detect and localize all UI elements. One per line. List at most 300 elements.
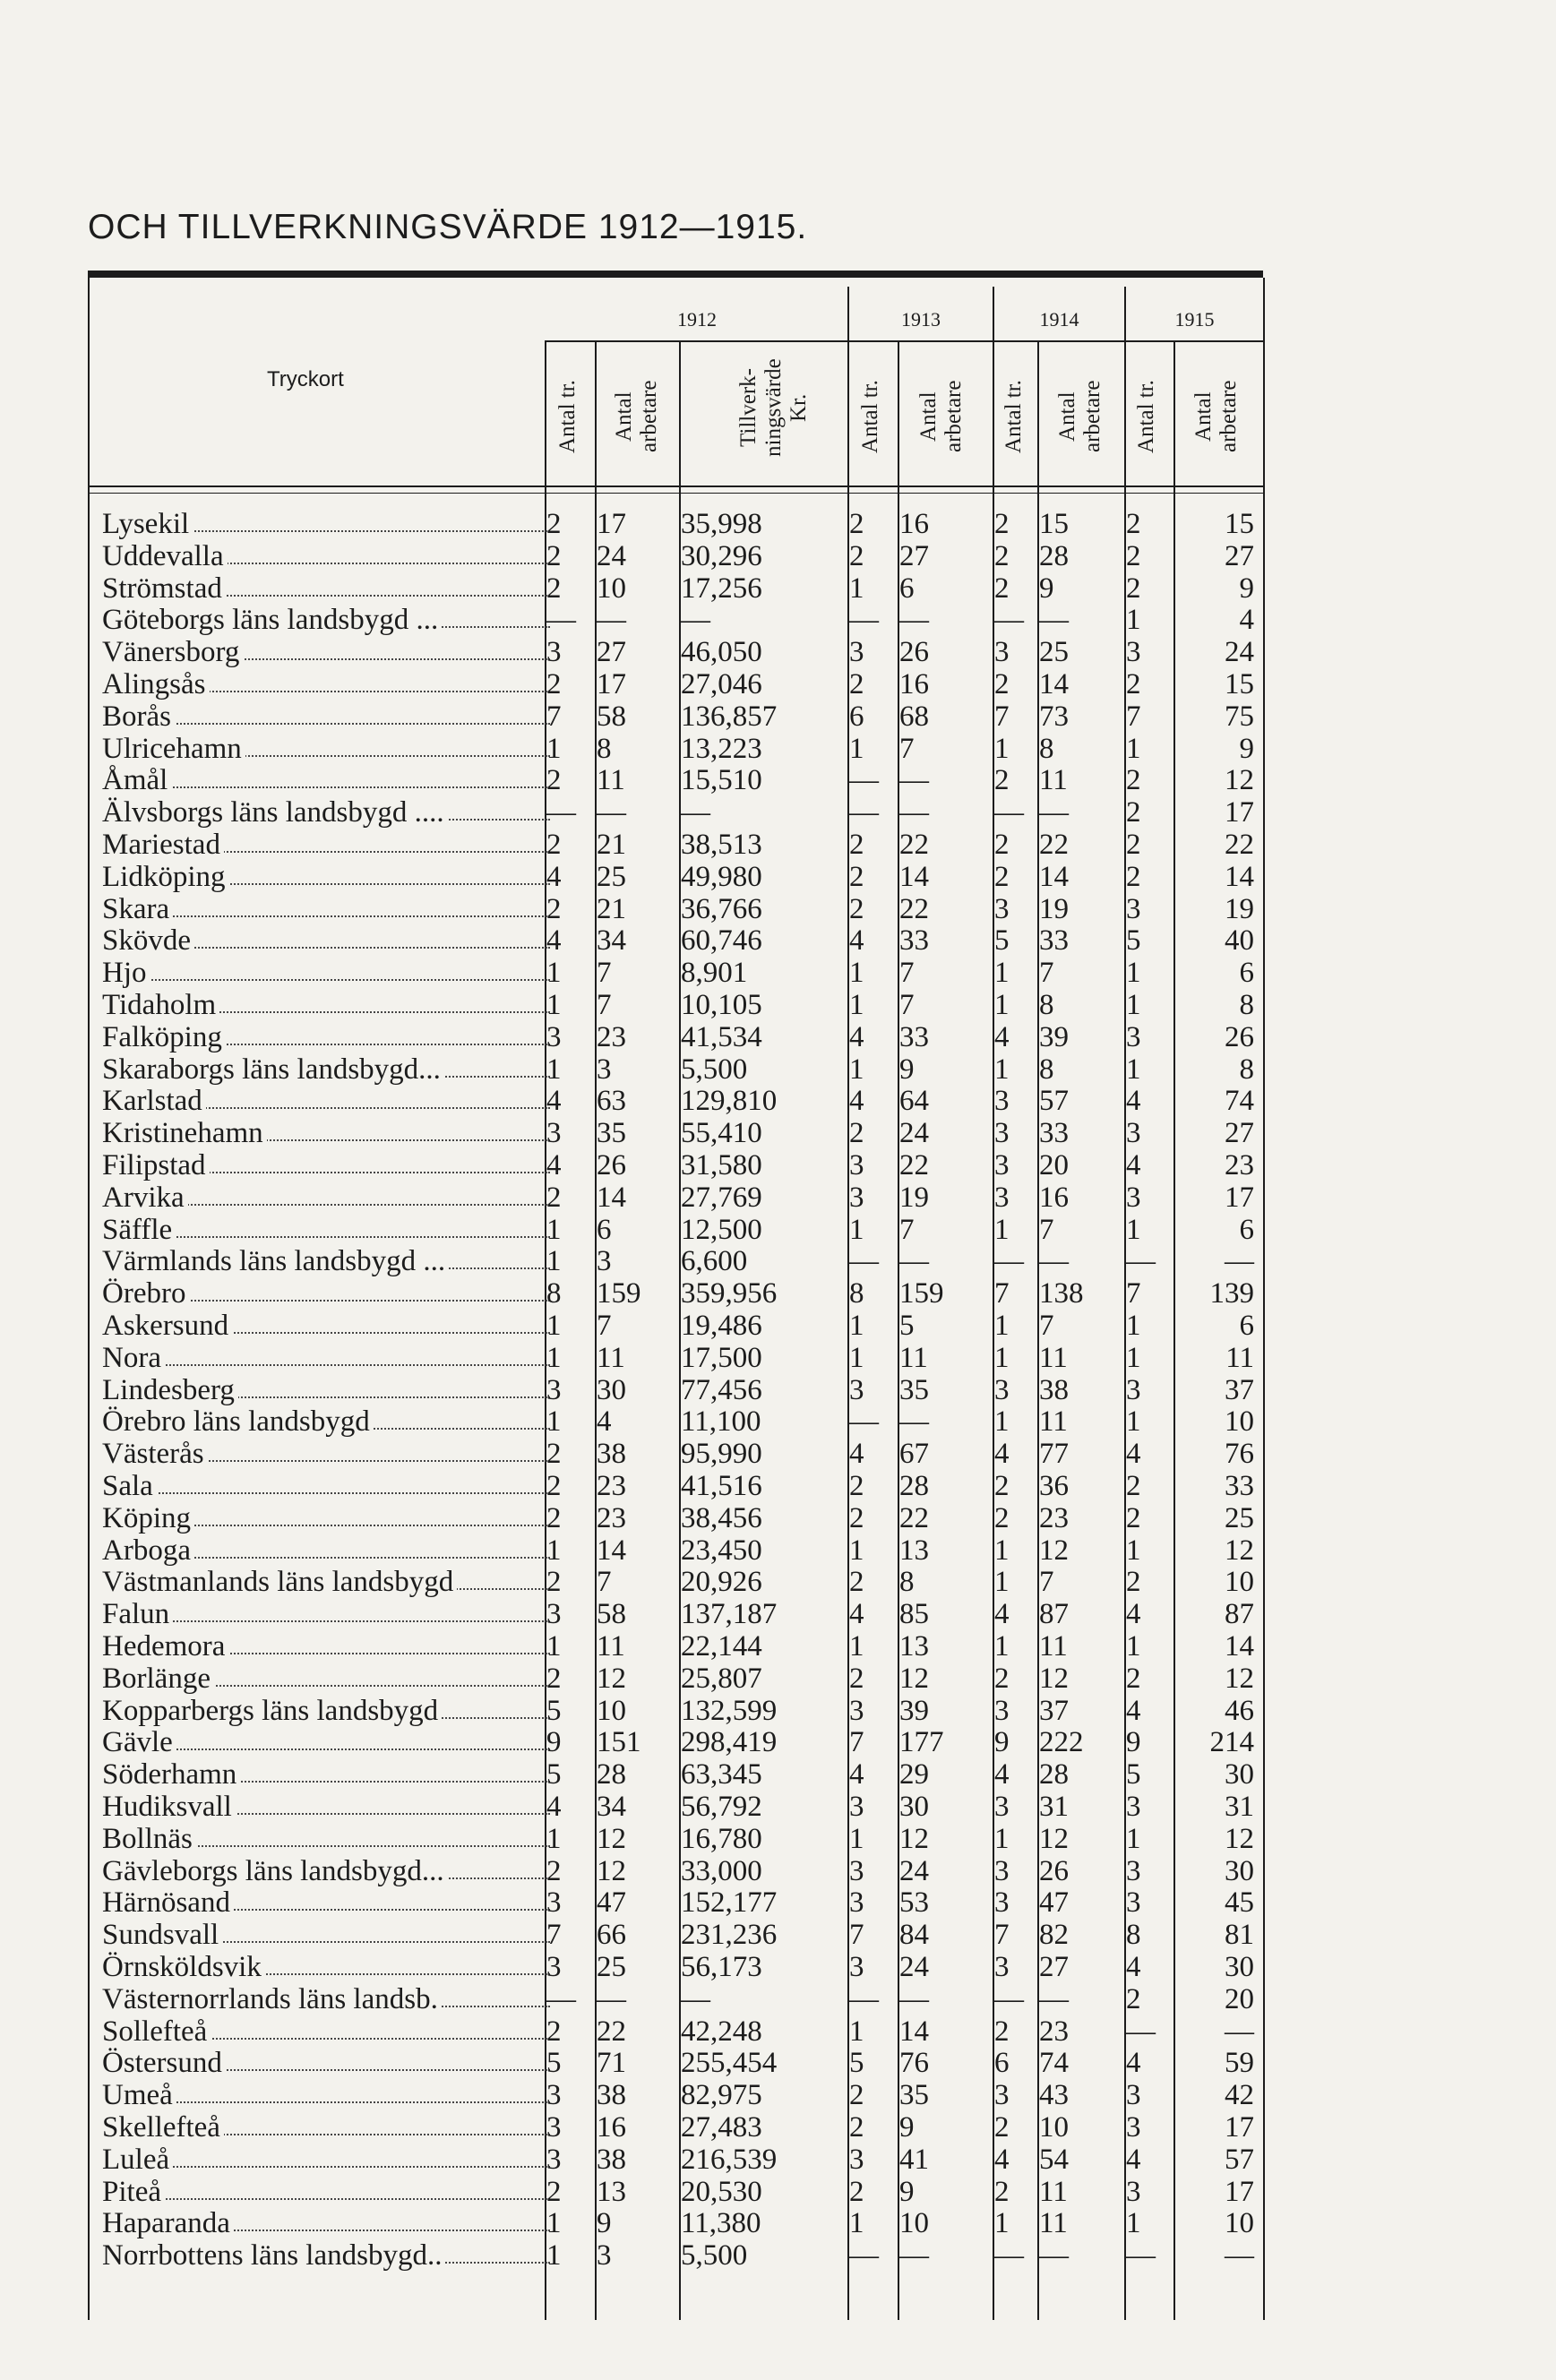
- place-name: Norrbottens läns landsbygd..: [102, 2240, 445, 2273]
- tryckort-header: Tryckort: [267, 367, 344, 391]
- cell-value: 6: [994, 2047, 1010, 2080]
- place-name: Härnösand: [102, 1887, 234, 1920]
- cell-value: 20: [1039, 1149, 1069, 1181]
- cell-value: 7: [1126, 1277, 1141, 1310]
- table-row: [88, 1696, 1263, 1728]
- place-name: Uddevalla: [102, 541, 228, 573]
- cell-value: 7: [597, 989, 612, 1021]
- cell-value: 1: [546, 2207, 562, 2240]
- table-row: [88, 1054, 1263, 1087]
- cell-value: 43: [1039, 2079, 1069, 2112]
- cell-value: 3: [994, 2079, 1010, 2112]
- cell-value: 3: [849, 636, 864, 669]
- cell-value: 23: [1225, 1149, 1254, 1181]
- cell-value: 14: [597, 1534, 626, 1567]
- cell-value: 151: [597, 1726, 641, 1759]
- place-name: Säffle: [102, 1215, 176, 1247]
- cell-value: 1: [994, 957, 1010, 990]
- cell-value: 68: [899, 700, 929, 733]
- cell-value: 27: [1225, 1117, 1254, 1150]
- table-row: [88, 2208, 1263, 2240]
- cell-value: 24: [597, 539, 626, 572]
- cell-value: 22: [1225, 829, 1254, 861]
- cell-value: —: [849, 796, 879, 829]
- table-row: [88, 1086, 1263, 1118]
- cell-value: —: [681, 604, 710, 637]
- cell-value: 11: [597, 1630, 625, 1663]
- cell-value: 1: [994, 1534, 1010, 1567]
- cell-value: 17: [597, 668, 626, 700]
- cell-value: 9: [597, 2207, 612, 2240]
- cell-value: 28: [899, 1470, 929, 1502]
- cell-value: 63: [597, 1085, 626, 1118]
- cell-value: —: [899, 604, 929, 637]
- cell-value: 1: [546, 1534, 562, 1567]
- cell-value: 2: [849, 2175, 864, 2208]
- cell-value: 2: [1126, 668, 1141, 700]
- table-row: [88, 1150, 1263, 1182]
- cell-value: 42: [1225, 2079, 1254, 2112]
- dot-leader: [102, 979, 550, 981]
- cell-value: 3: [546, 1373, 562, 1406]
- col-antal-arbetare-1912: Antal arbetare: [612, 380, 661, 453]
- cell-value: 27,483: [681, 2111, 762, 2144]
- cell-value: 1: [994, 2207, 1010, 2240]
- cell-value: 30,296: [681, 539, 762, 572]
- cell-value: —: [1039, 796, 1069, 829]
- cell-value: 30: [1225, 1951, 1254, 1983]
- cell-value: 1: [849, 1822, 864, 1855]
- table-row: [88, 797, 1263, 829]
- cell-value: 40: [1225, 924, 1254, 958]
- cell-value: 22: [899, 1149, 929, 1181]
- cell-value: 4: [849, 1085, 864, 1118]
- cell-value: 14: [1225, 1630, 1254, 1663]
- cell-value: 12,500: [681, 1213, 762, 1246]
- table-row: [88, 2048, 1263, 2080]
- cell-value: 2: [849, 860, 864, 893]
- cell-value: 8: [1039, 732, 1054, 765]
- place-name: Västernorrlands läns landsb.: [102, 1984, 442, 2016]
- cell-value: 7: [994, 1277, 1010, 1310]
- cell-value: 3: [1126, 1020, 1141, 1053]
- cell-value: 3: [1126, 1886, 1141, 1920]
- cell-value: 9: [899, 1053, 915, 1086]
- cell-value: 7: [899, 957, 915, 990]
- cell-value: 26: [597, 1149, 626, 1181]
- cell-value: 1: [1126, 1534, 1141, 1567]
- cell-value: 1: [546, 1310, 562, 1342]
- cell-value: 10: [597, 1694, 626, 1727]
- place-name: Gävleborgs läns landsbygd...: [102, 1856, 448, 1888]
- cell-value: 36,766: [681, 892, 762, 925]
- cell-value: 11: [1225, 1341, 1254, 1374]
- cell-value: 6: [849, 700, 864, 733]
- cell-value: 3: [849, 1373, 864, 1406]
- cell-value: 4: [849, 1438, 864, 1471]
- cell-value: 10: [597, 571, 626, 605]
- cell-value: 14: [899, 2015, 929, 2048]
- cell-value: 2: [994, 1662, 1010, 1695]
- cell-value: 26: [899, 636, 929, 669]
- cell-value: —: [994, 1982, 1024, 2015]
- table-row: [88, 1022, 1263, 1054]
- col-antal-arbetare-1913: Antal arbetare: [916, 380, 966, 453]
- cell-value: 28: [1039, 1758, 1069, 1791]
- table-row: [88, 1599, 1263, 1631]
- cell-value: 3: [849, 1886, 864, 1920]
- cell-value: 12: [899, 1822, 929, 1855]
- cell-value: 2: [546, 1438, 562, 1471]
- cell-value: 25: [597, 1951, 626, 1983]
- cell-value: 33: [899, 924, 929, 958]
- cell-value: 73: [1039, 700, 1069, 733]
- place-name: Mariestad: [102, 829, 224, 862]
- cell-value: —: [1039, 2239, 1069, 2273]
- cell-value: 45: [1225, 1886, 1254, 1920]
- page-title: OCH TILLVERKNINGSVÄRDE 1912—1915.: [88, 208, 808, 246]
- table-row: [88, 765, 1263, 797]
- cell-value: 3: [1126, 1373, 1141, 1406]
- cell-value: —: [1225, 2015, 1254, 2048]
- cell-value: 23,450: [681, 1534, 762, 1567]
- cell-value: 24: [899, 1951, 929, 1983]
- cell-value: 4: [994, 1438, 1010, 1471]
- cell-value: —: [597, 604, 626, 637]
- cell-value: 24: [899, 1117, 929, 1150]
- cell-value: 15: [1225, 668, 1254, 700]
- cell-value: 3: [546, 1951, 562, 1983]
- cell-value: 14: [899, 860, 929, 893]
- cell-value: 35: [597, 1117, 626, 1150]
- cell-value: 23: [1039, 2015, 1069, 2048]
- table-row: [88, 1856, 1263, 1888]
- cell-value: 19,486: [681, 1310, 762, 1342]
- cell-value: 26: [1225, 1020, 1254, 1053]
- col-antal-tr-1912: Antal tr.: [555, 380, 580, 453]
- cell-value: 10: [1225, 1566, 1254, 1599]
- cell-value: 4: [849, 1758, 864, 1791]
- cell-value: 2: [849, 1662, 864, 1695]
- cell-value: 2: [994, 764, 1010, 797]
- cell-value: 4: [994, 2143, 1010, 2176]
- cell-value: 16,780: [681, 1822, 762, 1855]
- cell-value: 3: [849, 2143, 864, 2176]
- cell-value: 1: [1126, 1630, 1141, 1663]
- cell-value: 5: [546, 1694, 562, 1727]
- cell-value: 2: [546, 2175, 562, 2208]
- cell-value: 129,810: [681, 1085, 778, 1118]
- cell-value: 2: [546, 1501, 562, 1534]
- cell-value: 17,500: [681, 1341, 762, 1374]
- cell-value: —: [681, 796, 710, 829]
- cell-value: 2: [1126, 1470, 1141, 1502]
- cell-value: 1: [994, 1310, 1010, 1342]
- cell-value: 10: [899, 2207, 929, 2240]
- cell-value: 77,456: [681, 1373, 762, 1406]
- cell-value: 47: [1039, 1886, 1069, 1920]
- cell-value: 1: [994, 989, 1010, 1021]
- place-name: Bollnäs: [102, 1824, 196, 1856]
- table-row: [88, 509, 1263, 541]
- cell-value: 57: [1225, 2143, 1254, 2176]
- cell-value: 22: [899, 829, 929, 861]
- cell-value: 20: [1225, 1982, 1254, 2015]
- place-name: Haparanda: [102, 2208, 234, 2240]
- top-rule: [88, 271, 1263, 278]
- statistics-table: [88, 278, 1265, 2320]
- cell-value: 1: [849, 732, 864, 765]
- place-name: Tidaholm: [102, 990, 219, 1022]
- cell-value: 9: [994, 1726, 1010, 1759]
- cell-value: 3: [1126, 636, 1141, 669]
- cell-value: 2: [849, 1117, 864, 1150]
- cell-value: 5: [849, 2047, 864, 2080]
- cell-value: 17,256: [681, 571, 762, 605]
- cell-value: 7: [597, 1310, 612, 1342]
- cell-value: 17: [597, 508, 626, 540]
- cell-value: 29: [899, 1758, 929, 1791]
- cell-value: 1: [994, 732, 1010, 765]
- cell-value: 4: [1126, 1149, 1141, 1181]
- cell-value: —: [994, 1245, 1024, 1278]
- cell-value: 30: [1225, 1854, 1254, 1887]
- place-name: Alingsås: [102, 669, 210, 701]
- cell-value: 4: [1126, 1951, 1141, 1983]
- cell-value: 3: [994, 1117, 1010, 1150]
- cell-value: 1: [994, 1630, 1010, 1663]
- cell-value: 31,580: [681, 1149, 762, 1181]
- place-name: Borås: [102, 701, 175, 734]
- cell-value: 12: [1225, 1822, 1254, 1855]
- cell-value: 26: [1039, 1854, 1069, 1887]
- cell-value: 28: [1039, 539, 1069, 572]
- cell-value: 7: [1039, 1310, 1054, 1342]
- table-row: [88, 1567, 1263, 1599]
- cell-value: 17: [1225, 1181, 1254, 1214]
- cell-value: 35: [899, 2079, 929, 2112]
- cell-value: 6: [1239, 957, 1254, 990]
- cell-value: 1: [849, 1213, 864, 1246]
- cell-value: 2: [1126, 508, 1141, 540]
- cell-value: 14: [1039, 668, 1069, 700]
- cell-value: 38,513: [681, 829, 762, 861]
- cell-value: 1: [546, 1822, 562, 1855]
- cell-value: 12: [597, 1822, 626, 1855]
- cell-value: 42,248: [681, 2015, 762, 2048]
- cell-value: 12: [1225, 764, 1254, 797]
- cell-value: 2: [546, 2015, 562, 2048]
- cell-value: 2: [1126, 829, 1141, 861]
- cell-value: 25,807: [681, 1662, 762, 1695]
- cell-value: 25: [1225, 1501, 1254, 1534]
- cell-value: 139: [1209, 1277, 1254, 1310]
- cell-value: 137,187: [681, 1598, 778, 1631]
- cell-value: 1: [546, 2239, 562, 2273]
- cell-value: —: [1225, 1245, 1254, 1278]
- cell-value: —: [1126, 2239, 1156, 2273]
- table-row: [88, 1406, 1263, 1439]
- cell-value: 2: [546, 892, 562, 925]
- cell-value: 82: [1039, 1919, 1069, 1952]
- cell-value: 1: [849, 1534, 864, 1567]
- cell-value: 2: [994, 571, 1010, 605]
- cell-value: 2: [546, 1470, 562, 1502]
- cell-value: 11: [1039, 764, 1068, 797]
- cell-value: 5: [546, 2047, 562, 2080]
- table-row: [88, 894, 1263, 926]
- cell-value: 2: [849, 2079, 864, 2112]
- cell-value: 4: [994, 1758, 1010, 1791]
- cell-value: —: [546, 1982, 576, 2015]
- cell-value: 11,100: [681, 1405, 761, 1439]
- table-row: [88, 1887, 1263, 1920]
- cell-value: 27: [1039, 1951, 1069, 1983]
- cell-value: 23: [597, 1501, 626, 1534]
- cell-value: 2: [849, 829, 864, 861]
- header-rule: [88, 485, 1263, 487]
- cell-value: 2: [1126, 764, 1141, 797]
- cell-value: 3: [597, 2239, 612, 2273]
- cell-value: 2: [1126, 1501, 1141, 1534]
- cell-value: 7: [597, 1566, 612, 1599]
- cell-value: 3: [1126, 2111, 1141, 2144]
- cell-value: 77: [1039, 1438, 1069, 1471]
- cell-value: 4: [994, 1598, 1010, 1631]
- table-row: [88, 1246, 1263, 1278]
- cell-value: 9: [1039, 571, 1054, 605]
- cell-value: 4: [546, 1149, 562, 1181]
- cell-value: 10,105: [681, 989, 762, 1021]
- place-name: Skaraborgs läns landsbygd...: [102, 1054, 444, 1087]
- place-name: Falköping: [102, 1022, 226, 1054]
- cell-value: 3: [849, 1854, 864, 1887]
- table-row: [88, 541, 1263, 573]
- place-name: Kopparbergs läns landsbygd: [102, 1696, 442, 1728]
- place-name: Askersund: [102, 1310, 232, 1343]
- cell-value: 4: [849, 1020, 864, 1053]
- table-row: [88, 637, 1263, 669]
- cell-value: 2: [994, 860, 1010, 893]
- cell-value: 1: [1126, 1341, 1141, 1374]
- cell-value: 76: [1225, 1438, 1254, 1471]
- cell-value: 31: [1039, 1791, 1069, 1823]
- cell-value: 37: [1225, 1373, 1254, 1406]
- cell-value: 1: [546, 1405, 562, 1439]
- place-name: Karlstad: [102, 1086, 206, 1118]
- cell-value: 2: [994, 1470, 1010, 1502]
- cell-value: 3: [546, 2111, 562, 2144]
- cell-value: 4: [1126, 1598, 1141, 1631]
- cell-value: 3: [994, 1085, 1010, 1118]
- cell-value: 75: [1225, 700, 1254, 733]
- cell-value: 10: [1225, 2207, 1254, 2240]
- cell-value: 41,534: [681, 1020, 762, 1053]
- cell-value: 1: [546, 957, 562, 990]
- cell-value: 8: [899, 1566, 915, 1599]
- cell-value: 9: [1239, 732, 1254, 765]
- cell-value: 3: [1126, 1181, 1141, 1214]
- cell-value: 2: [1126, 796, 1141, 829]
- cell-value: —: [1126, 1245, 1156, 1278]
- cell-value: 1: [1126, 1053, 1141, 1086]
- place-name: Falun: [102, 1599, 173, 1631]
- cell-value: 74: [1039, 2047, 1069, 2080]
- cell-value: 25: [1039, 636, 1069, 669]
- cell-value: 16: [597, 2111, 626, 2144]
- cell-value: —: [681, 1982, 710, 2015]
- cell-value: 1: [849, 571, 864, 605]
- cell-value: 2: [1126, 1566, 1141, 1599]
- year-1915: 1915: [1174, 308, 1215, 331]
- cell-value: 8: [1239, 989, 1254, 1021]
- cell-value: —: [899, 1405, 929, 1439]
- place-name: Göteborgs läns landsbygd ...: [102, 605, 442, 637]
- cell-value: —: [849, 1245, 879, 1278]
- cell-value: 359,956: [681, 1277, 778, 1310]
- cell-value: 4: [1239, 604, 1254, 637]
- cell-value: 27: [1225, 539, 1254, 572]
- table-row: [88, 2177, 1263, 2209]
- table-row: [88, 2016, 1263, 2049]
- cell-value: 4: [1126, 1085, 1141, 1118]
- cell-value: 6: [899, 571, 915, 605]
- place-name: Borlänge: [102, 1663, 214, 1696]
- cell-value: 2: [546, 571, 562, 605]
- cell-value: —: [849, 1405, 879, 1439]
- cell-value: —: [1126, 2015, 1156, 2048]
- place-name: Örnsköldsvik: [102, 1952, 265, 1984]
- table-row: [88, 1471, 1263, 1503]
- cell-value: 33: [1039, 1117, 1069, 1150]
- cell-value: 15: [1225, 508, 1254, 540]
- cell-value: 3: [546, 1020, 562, 1053]
- cell-value: 30: [1225, 1758, 1254, 1791]
- table-row: [88, 1118, 1263, 1150]
- cell-value: 3: [994, 1791, 1010, 1823]
- table-row: [88, 1727, 1263, 1759]
- cell-value: 39: [1039, 1020, 1069, 1053]
- cell-value: 4: [546, 924, 562, 958]
- cell-value: 12: [1039, 1662, 1069, 1695]
- table-row: [88, 734, 1263, 766]
- cell-value: 7: [899, 989, 915, 1021]
- cell-value: 2: [1126, 1662, 1141, 1695]
- cell-value: 2: [546, 1662, 562, 1695]
- cell-value: —: [899, 764, 929, 797]
- cell-value: 3: [994, 1694, 1010, 1727]
- table-row: [88, 605, 1263, 637]
- col-antal-tr-1914: Antal tr.: [1002, 380, 1026, 453]
- cell-value: 7: [546, 1919, 562, 1952]
- cell-value: 3: [546, 2079, 562, 2112]
- cell-value: 2: [546, 668, 562, 700]
- cell-value: 159: [597, 1277, 641, 1310]
- cell-value: 12: [1039, 1822, 1069, 1855]
- cell-value: 60,746: [681, 924, 762, 958]
- cell-value: 54: [1039, 2143, 1069, 2176]
- cell-value: 95,990: [681, 1438, 762, 1471]
- cell-value: 132,599: [681, 1694, 778, 1727]
- cell-value: 25: [597, 860, 626, 893]
- place-name: Västmanlands läns landsbygd: [102, 1567, 457, 1599]
- cell-value: 8: [1039, 989, 1054, 1021]
- col-antal-tr-1913: Antal tr.: [858, 380, 882, 453]
- cell-value: 7: [546, 700, 562, 733]
- cell-value: 2: [994, 2111, 1010, 2144]
- cell-value: 2: [546, 508, 562, 540]
- table-row: [88, 2080, 1263, 2112]
